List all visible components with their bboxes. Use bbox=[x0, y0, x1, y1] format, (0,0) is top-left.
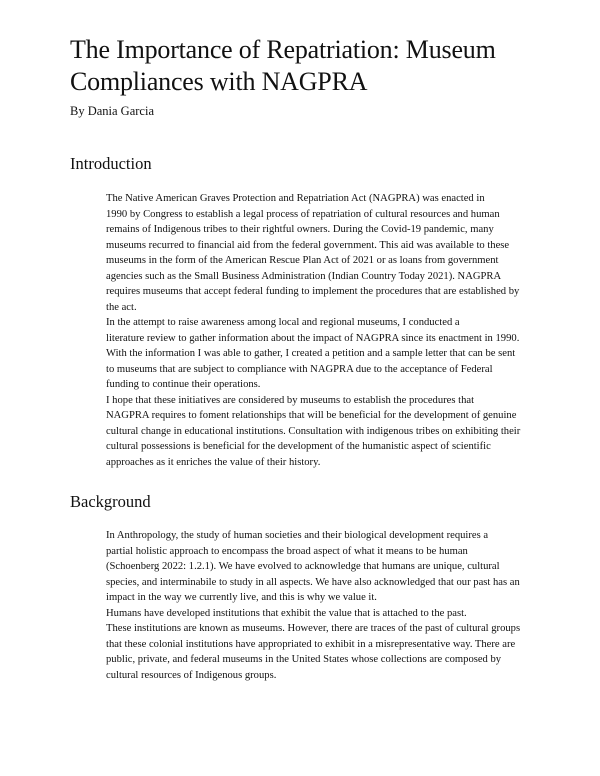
section-heading-introduction: Introduction bbox=[70, 154, 152, 173]
text-line: the act. bbox=[106, 301, 137, 313]
section-heading-background: Background bbox=[70, 492, 151, 511]
text-line: that these colonial institutions have appropriated to exhibit in a misrepresentative way. There are bbox=[106, 638, 516, 650]
text-line: funding to continue their operations. bbox=[106, 379, 261, 390]
text-line: partial holistic approach to encompass the broad aspect of what it means to be human bbox=[106, 545, 468, 557]
text-line: approaches as it enriches the value of their history. bbox=[106, 456, 321, 468]
text-line: I hope that these initiatives are considered by museums to establish the procedures that bbox=[106, 394, 475, 406]
text-line: The Native American Graves Protection and Repatriation Act (NAGPRA) was enacted in bbox=[106, 193, 485, 204]
text-line: requires museums that accept federal funding to implement the procedures that are established by bbox=[106, 286, 520, 297]
background-body bbox=[70, 528, 532, 683]
document-page bbox=[70, 34, 532, 683]
text-line: museums in the form of the American Rescue Plan Act of 2021 or as loans from government bbox=[106, 255, 499, 266]
text-line: NAGPRA requires to foment relationships that will be beneficial for the development of genuine bbox=[106, 410, 517, 421]
paragraph bbox=[70, 528, 532, 606]
text-line: species, and interminabile to study in all aspects. We have also acknowledged that our past has an bbox=[106, 576, 520, 588]
author-byline: By Dania Garcia bbox=[70, 104, 154, 118]
text-line: In the attempt to raise awareness among local and regional museums, I conducted a bbox=[106, 317, 460, 328]
text-line: literature review to gather information about the impact of NAGPRA since its enactment in 1990. bbox=[106, 332, 520, 344]
text-line: impact in the way we currently live, and this is why we value it. bbox=[106, 592, 377, 603]
text-line: public, private, and federal museums in the United States whose collections are composed by bbox=[106, 654, 502, 665]
text-line: cultural change in educational institutions. Consultation with indigenous tribes on exhibiting their bbox=[106, 425, 521, 437]
text-line: Humans have developed institutions that exhibit the value that is attached to the past. bbox=[106, 607, 467, 619]
paragraph bbox=[70, 315, 532, 393]
text-line: (Schoenberg 2022: 1.2.1). We have evolved to acknowledge that humans are unique, cultural bbox=[106, 561, 500, 572]
text-line: In Anthropology, the study of human societies and their biological development requires a bbox=[106, 530, 489, 541]
text-line: These institutions are known as museums. However, there are traces of the past of cultural groups bbox=[106, 623, 521, 634]
paragraph bbox=[70, 393, 532, 471]
paragraph bbox=[70, 606, 532, 684]
paragraph bbox=[70, 191, 532, 315]
text-line: to museums that are subject to compliance with NAGPRA due to the acceptance of Federal bbox=[106, 363, 493, 375]
text-line: 1990 by Congress to establish a legal process of repatriation of cultural resources and human bbox=[106, 208, 500, 220]
text-line: museums recurred to financial aid from the federal government. This aid was available to these bbox=[106, 239, 510, 251]
text-line: cultural possessions is beneficial for the development of the humanistic aspect of scientific bbox=[106, 441, 491, 452]
title-line: Compliances with NAGPRA bbox=[70, 67, 368, 96]
text-line: agencies such as the Small Business Administration (Indian Country Today 2021). NAGPRA bbox=[106, 270, 502, 282]
introduction-body bbox=[70, 191, 532, 470]
text-line: remains of Indigenous tribes to their rightful owners. During the Covid-19 pandemic, many bbox=[106, 224, 494, 235]
text-line: With the information I was able to gather, I created a petition and a sample letter that can be sent bbox=[106, 348, 516, 359]
title-line: The Importance of Repatriation: Museum bbox=[70, 35, 496, 64]
document-title bbox=[70, 34, 532, 98]
text-line: cultural resources of Indigenous groups. bbox=[106, 669, 277, 681]
